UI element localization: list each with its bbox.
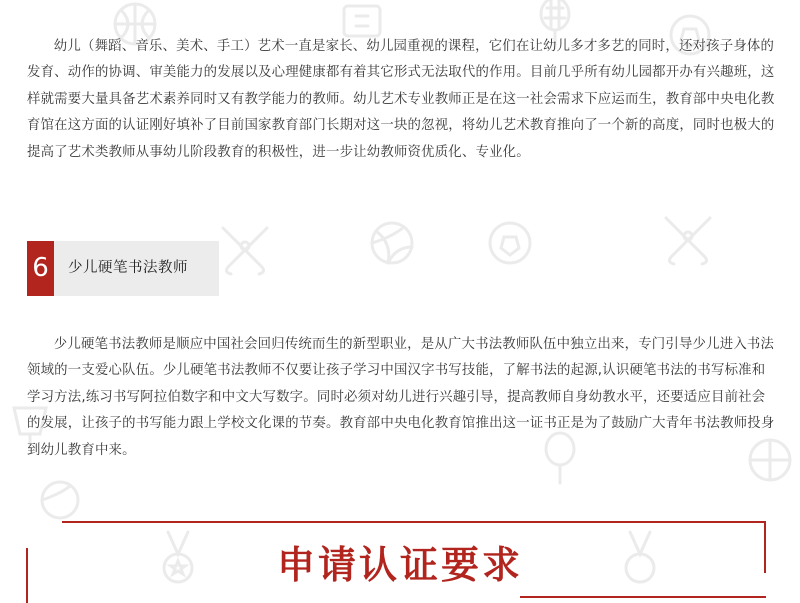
banner-frame-bottom-border (520, 596, 766, 598)
section-title: 少儿硬笔书法教师 (68, 260, 188, 276)
certification-requirements-heading: 申请认证要求 (276, 543, 523, 587)
section-number-badge: 6 (27, 241, 54, 296)
arts-teacher-paragraph: 幼儿（舞蹈、音乐、美术、手工）艺术一直是家长、幼儿园重视的课程，它们在让幼儿多才多艺的同时，还对孩子身体的发育、动作的协调、审美能力的发展以及心理健康都有着其它形式无法取代的作用。目前几乎所有幼儿园都开办有兴趣班，这样就需要大量具备艺术素养同时又有教学能力的教师。幼儿艺术专业教师正是在这一社会需求下应运而生，教育部中央电化教育馆在这方面的认证刚好填补了目前国家教育部门长期对这一块的忽视，将幼儿艺术教育推向了一个新的高度，同时也极大的提高了艺术类教师从事幼儿阶段教育的积极性，进一步让幼教师资优质化、专业化。 (27, 39, 775, 160)
calligraphy-teacher-paragraph: 少儿硬笔书法教师是顺应中国社会回归传统而生的新型职业，是从广大书法教师队伍中独立出来，专门引导少儿进入书法领域的一支爱心队伍。少儿硬笔书法教师不仅要让孩子学习中国汉字书写技能，了解书法的起源,认识硬笔书法的书写标准和学习方法,练习书写阿拉伯数字和中文大写数字。同时必须对幼儿进行兴趣引导，提高教师自身幼教水平，还要适应目前社会的发展，让孩子的书写能力跟上学校文化课的节奏。教育部中央电化教育馆推出这一证书正是为了鼓励广大青年书法教师投身到幼儿教育中来。 (27, 337, 775, 458)
banner-frame-top-border (62, 521, 766, 523)
section-heading (27, 241, 219, 296)
